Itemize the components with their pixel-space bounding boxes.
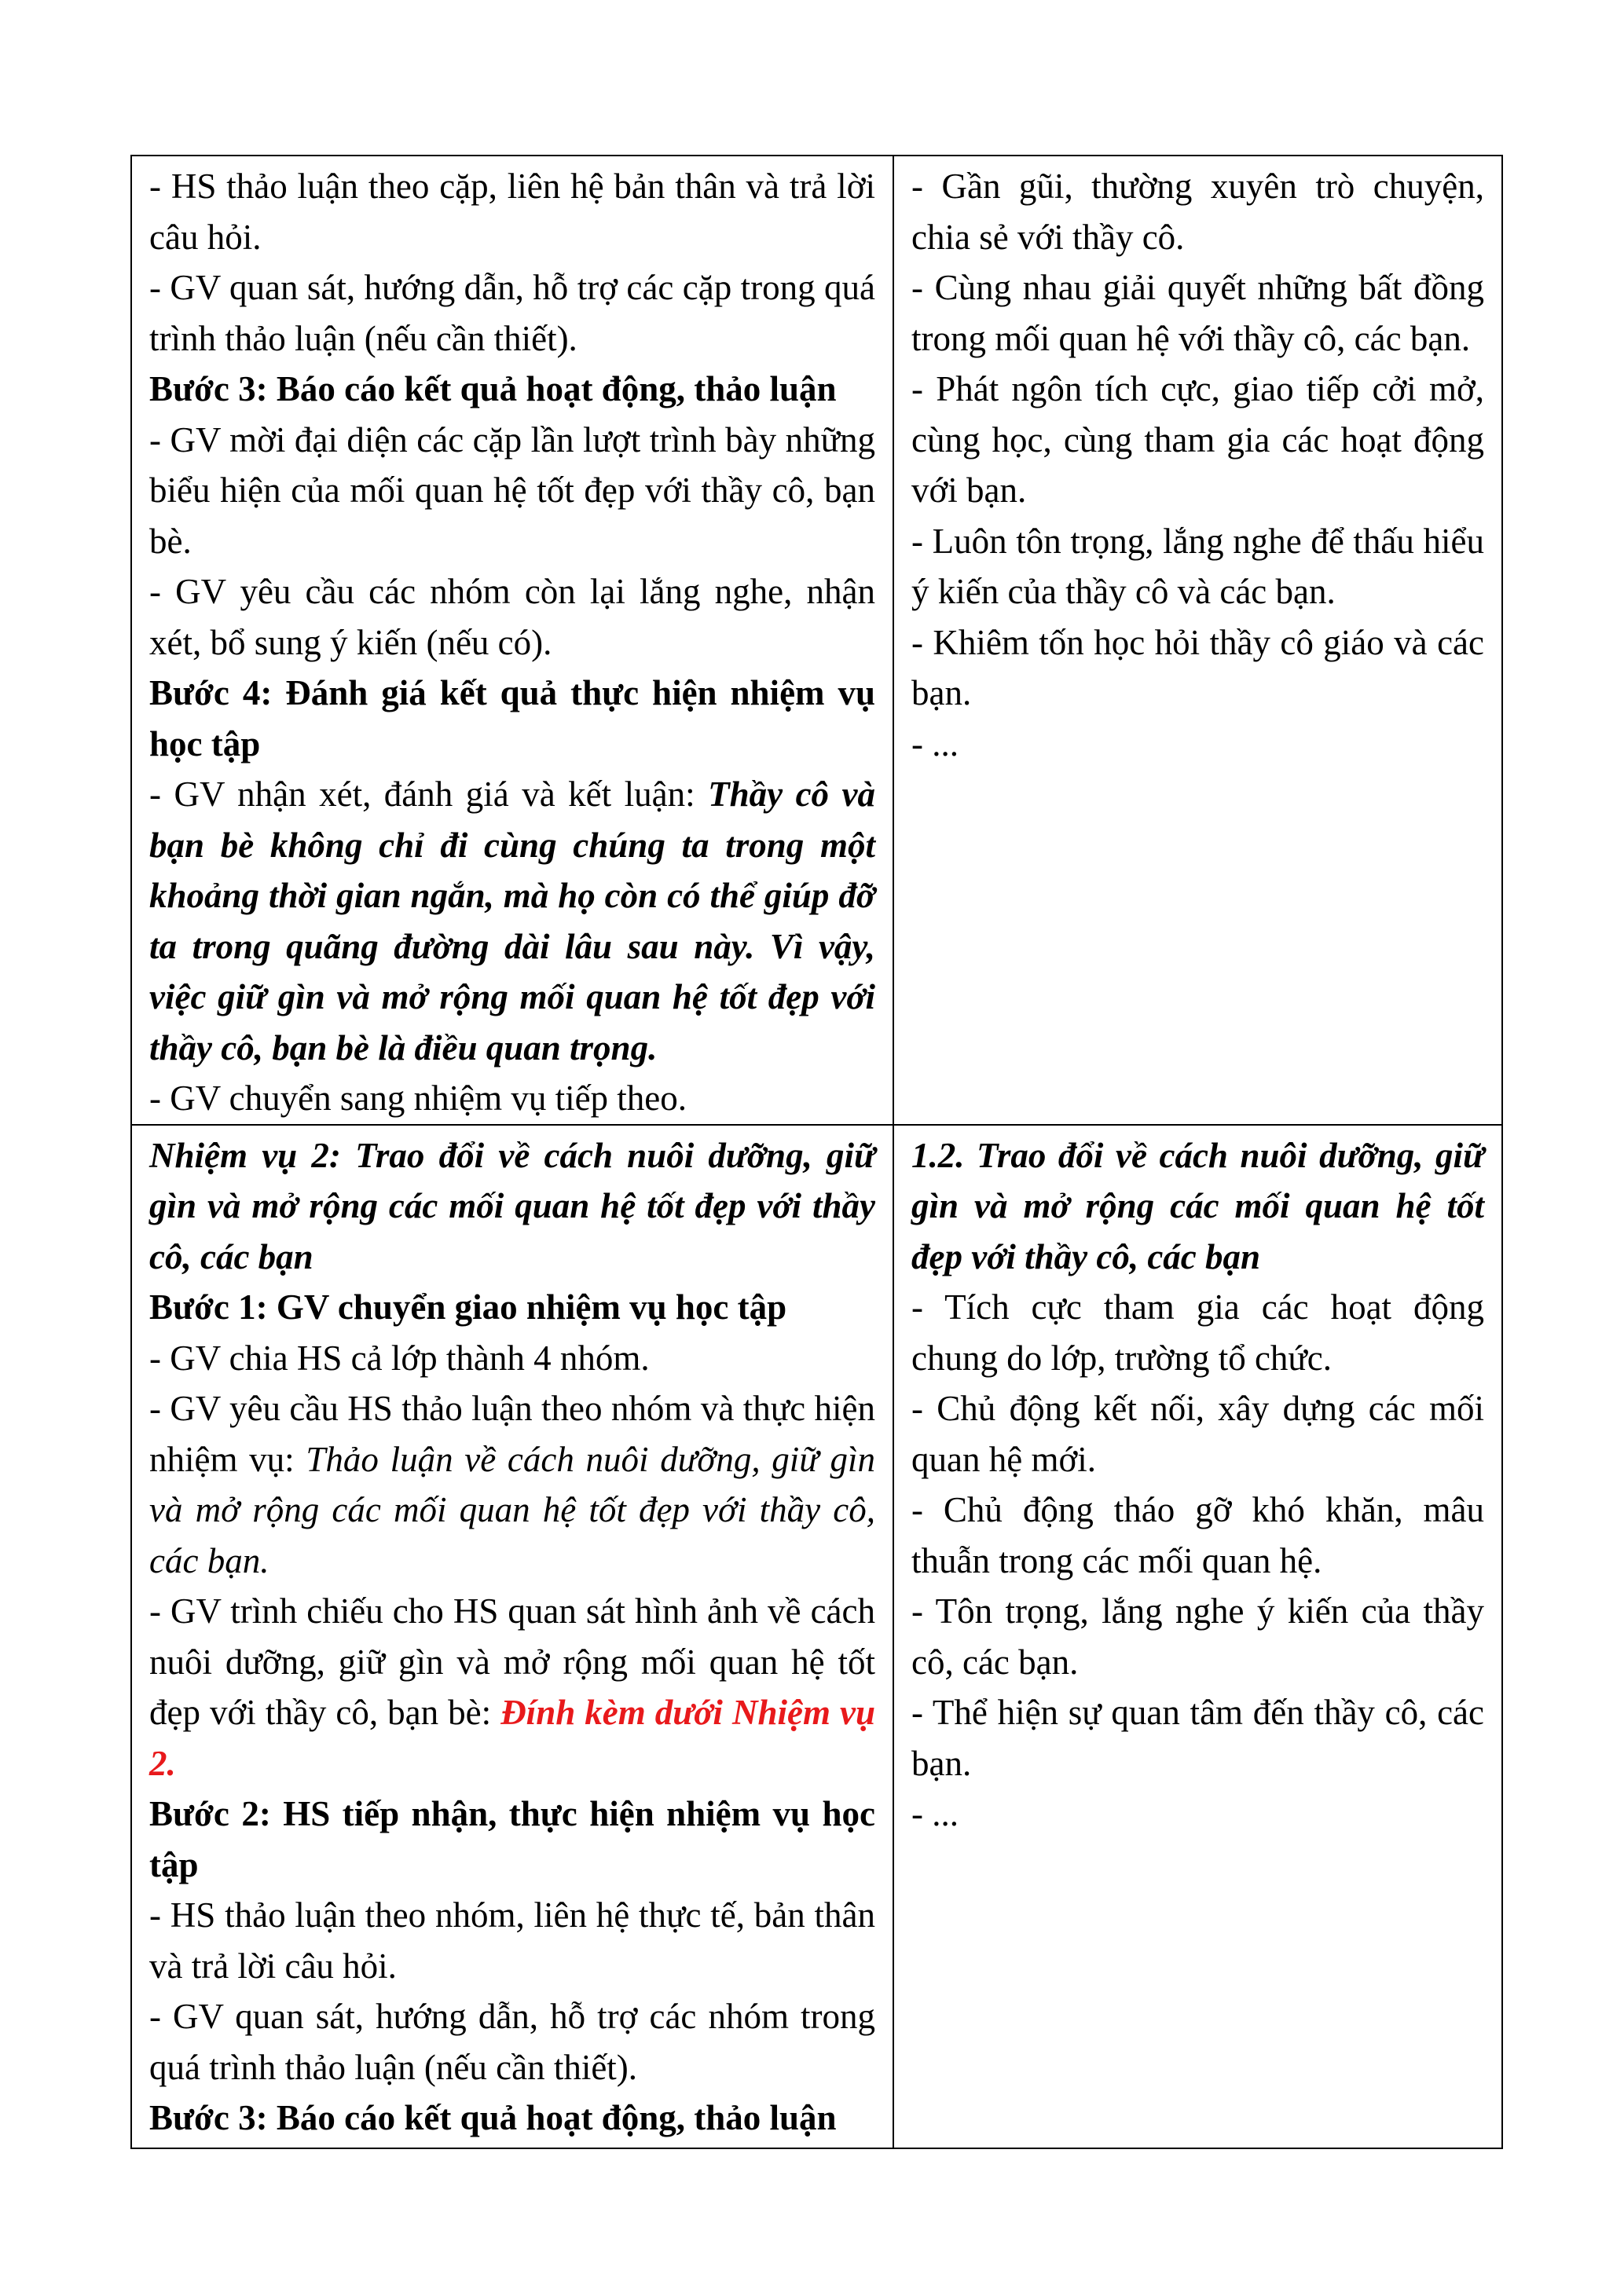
step-heading: Bước 3: Báo cáo kết quả hoạt động, thảo luận bbox=[149, 369, 837, 408]
expected-outcome-cell bbox=[893, 156, 1502, 1125]
paragraph: - HS thảo luận theo cặp, liên hệ bản thân và trả lời câu hỏi. bbox=[149, 167, 875, 257]
expected-outcome-cell bbox=[893, 1125, 1502, 2148]
list-item: - Tôn trọng, lắng nghe ý kiến của thầy cô, các bạn. bbox=[911, 1591, 1484, 1682]
lesson-plan-table bbox=[130, 155, 1503, 2149]
list-item: - Chủ động kết nối, xây dựng các mối quan hệ mới. bbox=[911, 1389, 1484, 1479]
paragraph: - GV yêu cầu HS thảo luận theo nhóm và thực hiện nhiệm vụ: Thảo luận về cách nuôi dưỡng, giữ gìn và mở rộng các mối quan hệ tốt đẹp với thầy cô, các bạn. bbox=[149, 1389, 875, 1580]
paragraph: - GV quan sát, hướng dẫn, hỗ trợ các nhóm trong quá trình thảo luận (nếu cần thiết). bbox=[149, 1997, 875, 2087]
paragraph: - GV yêu cầu các nhóm còn lại lắng nghe, nhận xét, bổ sung ý kiến (nếu có). bbox=[149, 572, 875, 662]
step-heading: Bước 3: Báo cáo kết quả hoạt động, thảo luận bbox=[149, 2098, 837, 2137]
step-heading: Bước 1: GV chuyển giao nhiệm vụ học tập bbox=[149, 1287, 787, 1327]
list-item: - Cùng nhau giải quyết những bất đồng trong mối quan hệ với thầy cô, các bạn. bbox=[911, 268, 1484, 358]
paragraph: - GV trình chiếu cho HS quan sát hình ảnh về cách nuôi dưỡng, giữ gìn và mở rộng mối quan hệ tốt đẹp với thầy cô, bạn bè: Đính kèm dưới Nhiệm vụ 2. bbox=[149, 1591, 875, 1783]
list-item: - Khiêm tốn học hỏi thầy cô giáo và các bạn. bbox=[911, 622, 1484, 712]
list-item: - Thể hiện sự quan tâm đến thầy cô, các bạn. bbox=[911, 1693, 1484, 1783]
paragraph: - GV quan sát, hướng dẫn, hỗ trợ các cặp trong quá trình thảo luận (nếu cần thiết). bbox=[149, 268, 875, 358]
paragraph: - HS thảo luận theo nhóm, liên hệ thực tế, bản thân và trả lời câu hỏi. bbox=[149, 1895, 875, 1986]
list-item: - Luôn tôn trọng, lắng nghe để thấu hiểu ý kiến của thầy cô và các bạn. bbox=[911, 521, 1484, 611]
table-row bbox=[131, 1125, 1502, 2148]
conclusion-text: Thầy cô và bạn bè không chỉ đi cùng chúng ta trong một khoảng thời gian ngắn, mà họ còn có thể giúp đỡ ta trong quãng đường dài lâu sau này. Vì vậy, việc giữ gìn và mở rộng mối quan hệ tốt đẹp với thầy cô, bạn bè là điều quan trọng. bbox=[149, 774, 875, 1067]
step-heading: Bước 4: Đánh giá kết quả thực hiện nhiệm vụ học tập bbox=[149, 673, 875, 764]
teacher-activity-cell bbox=[131, 1125, 893, 2148]
paragraph: - GV mời đại diện các cặp lần lượt trình bày những biểu hiện của mối quan hệ tốt đẹp với thầy cô, bạn bè. bbox=[149, 419, 875, 561]
table-row bbox=[131, 156, 1502, 1125]
attachment-note: Đính kèm dưới Nhiệm vụ 2. bbox=[149, 1693, 875, 1783]
section-heading: 1.2. Trao đổi về cách nuôi dưỡng, giữ gìn và mở rộng các mối quan hệ tốt đẹp với thầy cô, các bạn bbox=[911, 1135, 1484, 1276]
list-item: - ... bbox=[911, 723, 959, 764]
list-item: - Phát ngôn tích cực, giao tiếp cởi mở, cùng học, cùng tham gia các hoạt động với bạn. bbox=[911, 369, 1484, 510]
list-item: - Chủ động tháo gỡ khó khăn, mâu thuẫn trong các mối quan hệ. bbox=[911, 1490, 1484, 1580]
teacher-activity-cell bbox=[131, 156, 893, 1125]
conclusion-paragraph: - GV nhận xét, đánh giá và kết luận: Thầy cô và bạn bè không chỉ đi cùng chúng ta trong một khoảng thời gian ngắn, mà họ còn có thể giúp đỡ ta trong quãng đường dài lâu sau này. Vì vậy, việc giữ gìn và mở rộng mối quan hệ tốt đẹp với thầy cô, bạn bè là điều quan trọng. bbox=[149, 774, 875, 1067]
list-item: - Gần gũi, thường xuyên trò chuyện, chia sẻ với thầy cô. bbox=[911, 167, 1484, 257]
list-item: - Tích cực tham gia các hoạt động chung do lớp, trường tổ chức. bbox=[911, 1287, 1484, 1378]
step-heading: Bước 2: HS tiếp nhận, thực hiện nhiệm vụ học tập bbox=[149, 1794, 875, 1884]
task-description: Thảo luận về cách nuôi dưỡng, giữ gìn và mở rộng các mối quan hệ tốt đẹp với thầy cô, các bạn. bbox=[149, 1439, 875, 1580]
task-title: Nhiệm vụ 2: Trao đổi về cách nuôi dưỡng, giữ gìn và mở rộng các mối quan hệ tốt đẹp với thầy cô, các bạn bbox=[149, 1135, 875, 1276]
paragraph: - GV chia HS cả lớp thành 4 nhóm. bbox=[149, 1338, 650, 1378]
list-item: - ... bbox=[911, 1794, 959, 1833]
paragraph: - GV chuyển sang nhiệm vụ tiếp theo. bbox=[149, 1078, 687, 1118]
